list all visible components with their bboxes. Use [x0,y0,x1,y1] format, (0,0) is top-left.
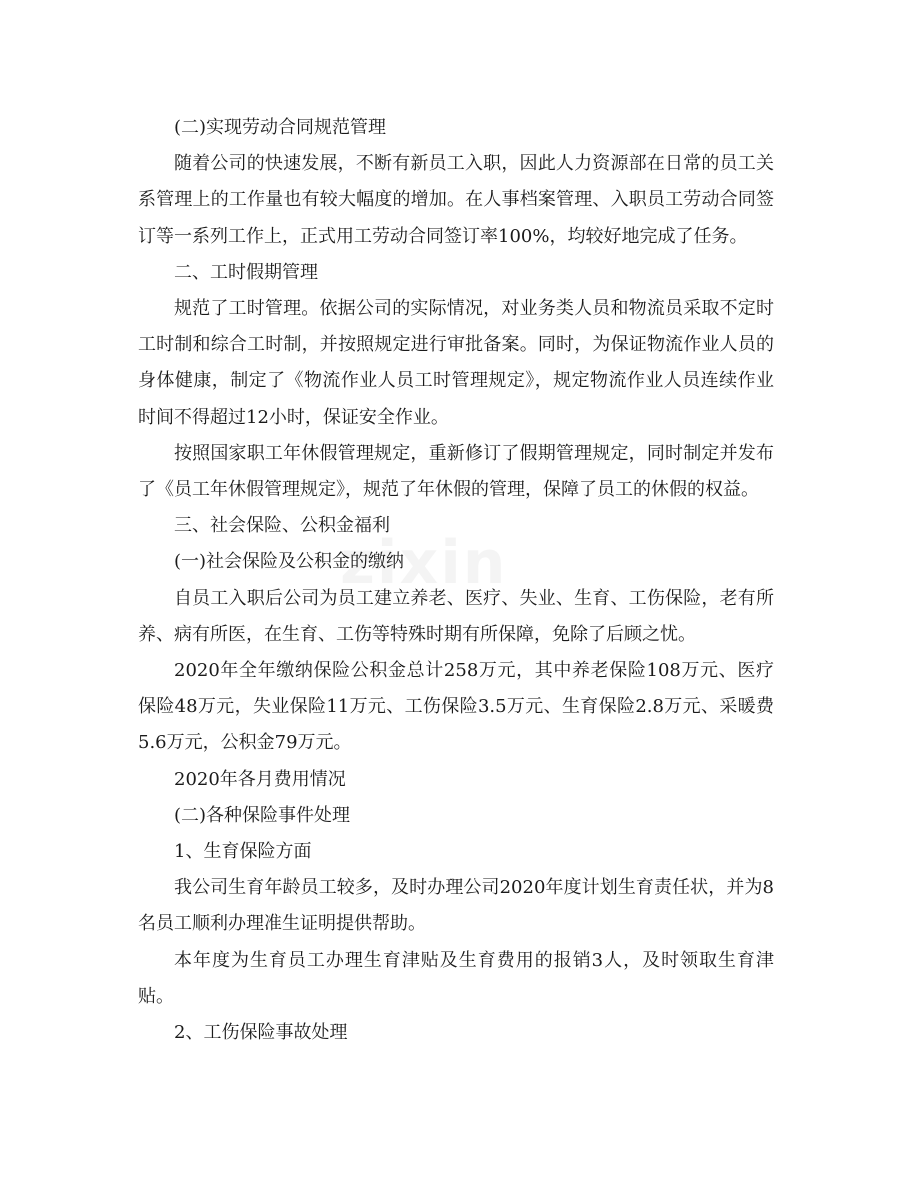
paragraph-monthly-costs: 2020年各月费用情况 [174,768,346,790]
paragraph-insurance-coverage: 自员工入职后公司为员工建立养老、医疗、失业、生育、工伤保险，老有所养、病有所医，在生育、工伤等特殊时期有所保障，免除了后顾之忧。 [138,587,774,645]
paragraph-maternity-allowance: 本年度为生育员工办理生育津贴及生育费用的报销3人，及时领取生育津贴。 [138,949,774,1007]
subheading-labor-contract: (二)实现劳动合同规范管理 [174,117,387,138]
subheading-insurance-events: (二)各种保险事件处理 [174,804,351,826]
document-body [138,110,774,1051]
subheading-maternity-insurance: 1、生育保险方面 [174,841,312,863]
subheading-work-injury: 2、工伤保险事故处理 [174,1022,348,1044]
section-heading-social-insurance: 三、社会保险、公积金福利 [174,515,390,537]
section-heading-work-hours: 二、工时假期管理 [174,261,318,283]
paragraph-maternity-responsibility: 我公司生育年龄员工较多，及时办理公司2020年度计划生育责任状，并为8名员工顺利办理准生证明提供帮助。 [138,877,774,935]
paragraph-work-hours: 规范了工时管理。依据公司的实际情况，对业务类人员和物流员采取不定时工时制和综合工时制，并按照规定进行审批备案。同时，为保证物流作业人员的身体健康，制定了《物流作业人员工时管理规定》，规定物流作业人员连续作业时间不得超过12小时，保证安全作业。 [138,298,774,428]
paragraph-labor-contract: 随着公司的快速发展，不断有新员工入职，因此人力资源部在日常的员工关系管理上的工作量也有较大幅度的增加。在人事档案管理、入职员工劳动合同签订等一系列工作上，正式用工劳动合同签订率100%，均较好地完成了任务。 [138,153,774,247]
paragraph-annual-leave: 按照国家职工年休假管理规定，重新修订了假期管理规定，同时制定并发布了《员工年休假管理规定》，规范了年休假的管理，保障了员工的休假的权益。 [138,442,774,501]
paragraph-insurance-totals: 2020年全年缴纳保险公积金总计258万元，其中养老保险108万元、医疗保险48万元，失业保险11万元、工伤保险3.5万元、生育保险2.8万元、采暖费5.6万元，公积金79万元。 [138,660,774,754]
subheading-insurance-payment: (一)社会保险及公积金的缴纳 [174,551,405,573]
